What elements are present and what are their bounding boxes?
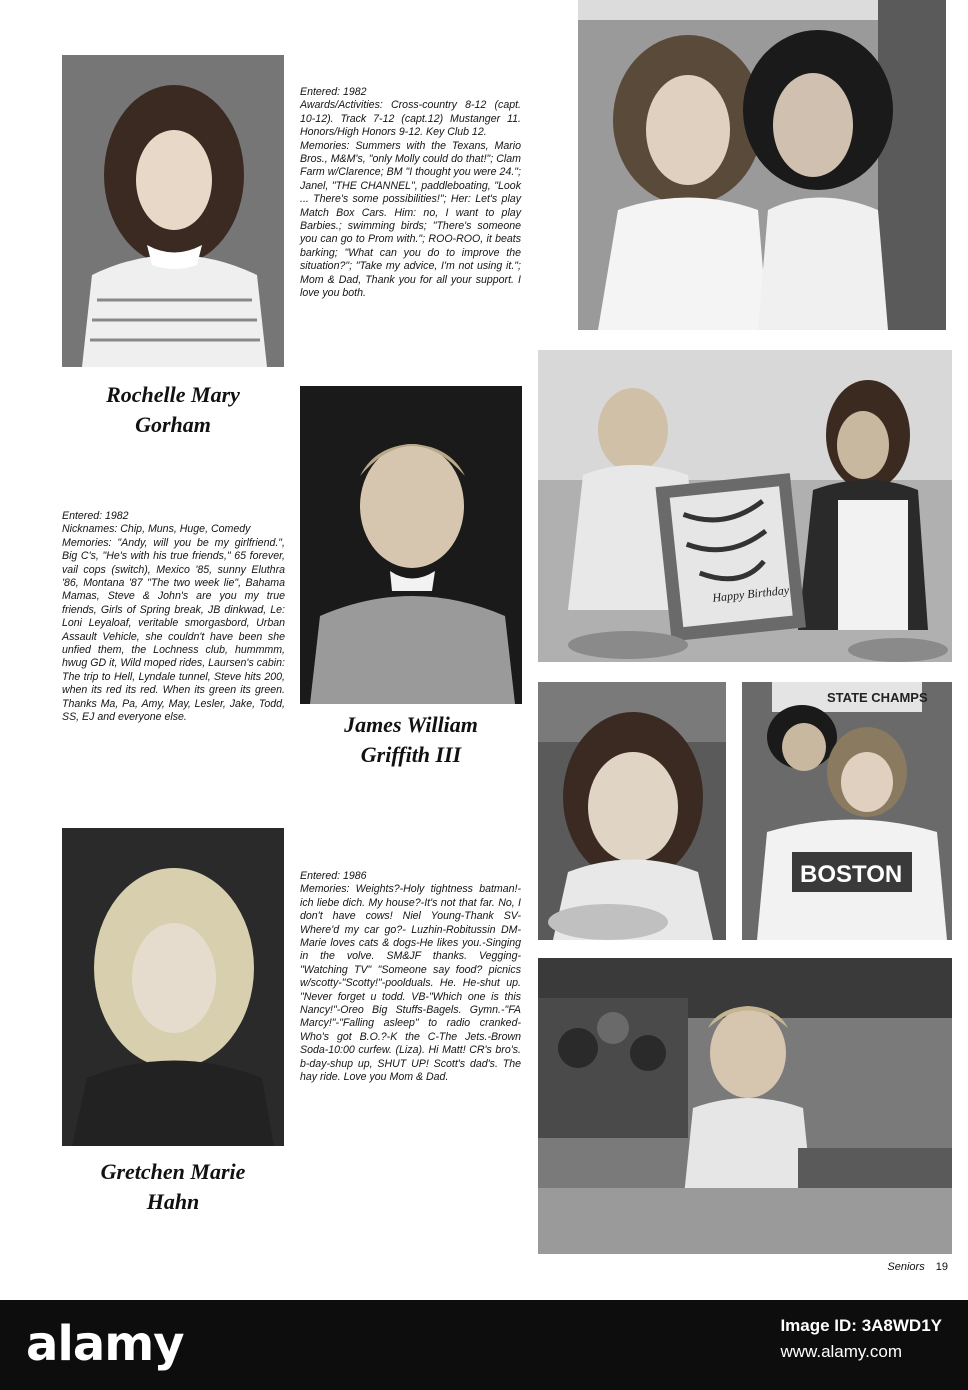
name-line-2: Gorham [135,412,211,437]
watermark-url: www.alamy.com [780,1342,902,1361]
bio-rochelle-gorham [300,86,521,301]
portrait-james-griffith [300,386,522,704]
bio-entered: Entered: 1982 [62,510,129,522]
name-line-2: Griffith III [360,742,462,767]
bio-james-griffith [62,510,285,725]
bio-entered: Entered: 1986 [300,870,367,882]
birthday-card-text: Happy Birthday [711,582,790,605]
candid-photo-pottery [538,958,952,1254]
watermark-info [780,1316,942,1362]
bio-memories: Memories: "Andy, will you be my girlfriend.", Big C's, "He's with his true friends," 65 forever, vail cops (switch), Mexico '85, sunny Eluthra '86, Montana '87 "The two week lie", Bahama Mamas, Steve & John's are you my true friends, Girls of Spring break, JB dinkwad, Le: Loni Leyaloaf, veritable smorgasbord, Urban Assault Vehicle, she couldn't have been she unfied them, the Lochness club, hummmm, hwug GD it, Wild moped rides, Laursen's cabin: The trip to Hell, Lyndale tunnel, Steve hits 200, when its red its red. When its green its green. Thanks Ma, Pa, Amy, May, Lesler, Jake, Todd, SS, EJ and everyone else. [62,536,285,724]
watermark-bar [0,1300,968,1390]
page-number: 19 [935,1261,948,1273]
candid-photo-two-girls [578,0,946,330]
name-line-1: James William [344,712,478,737]
candid-photo-child [538,682,726,940]
page-footer [887,1261,948,1273]
candid-photo-birthday-card [538,350,952,662]
bio-gretchen-hahn [300,870,521,1085]
name-gretchen-hahn [56,1157,290,1217]
name-line-1: Rochelle Mary [106,382,240,407]
name-rochelle-gorham [60,380,286,440]
name-line-2: Hahn [146,1189,200,1214]
portrait-gretchen-hahn [62,828,284,1146]
footer-section: Seniors [887,1261,925,1273]
alamy-logo: alamy [26,1316,184,1372]
bio-entered: Entered: 1982 [300,86,367,98]
bio-memories: Memories: Summers with the Texans, Mario Bros., M&M's, "only Molly could do that!"; Clam Farm w/Clarence; BM "I thought you were 24."; Janel, "THE CHANNEL", paddleboating, "Look ... There's some possibilities!"; Her: Let's play Match Box Cars. Him: no, I want to play Barbies.; swimming birds; "There's someone you can go to Prom with."; ROO-ROO, it beats barking; "What can you do to improve the situation?"; "Take my advice, I'm not using it."; Mom & Dad, Thank you for all your support. I love you both. [300,139,521,300]
sweatshirt-top-text: STATE CHAMPS [827,690,928,705]
bio-nicknames: Nicknames: Chip, Muns, Huge, Comedy [62,523,251,536]
bio-awards: Awards/Activities: Cross-country 8-12 (capt. 10-12). Track 7-12 (capt.12) Mustanger 11. Honors/High Honors 9-12. Key Club 12. [300,99,521,139]
image-id: Image ID: 3A8WD1Y [780,1316,942,1335]
sweatshirt-front-text: BOSTON [800,861,903,888]
name-line-1: Gretchen Marie [100,1159,246,1184]
candid-photo-sweatshirt [742,682,952,940]
bio-memories: Memories: Weights?-Holy tightness batman!-ich liebe dich. My house?-It's not that far. No, I don't have cows! Niel Young-Thank SV-Where'd my car go?- Luzhin-Robitussin DM-Marie loves cats & dogs-He likes you.-Singing in the volve. SM&JF thanks. Vegging-"Watching TV" "Someone say food? picnics w/scotty-"Scotty!"-poolduals. He. He-shut up. "Never forget u todd. VB-"Which one is this Nancy!"-Oreo Big Stuffs-Bagels. Gymn.-"FA Marcy!"-"Falling asleep" to radio cranked-Who's got B.O.?-K the C-The Jets.-Brown Soda-10:00 curfew. (Liza). Hi Matt! CR's bro's. b-day-shup up, SHUT UP! Scott's dad's. The hay ride. Love you Mom & Dad. [300,883,521,1084]
portrait-rochelle-gorham [62,55,284,367]
name-james-griffith [296,710,526,770]
